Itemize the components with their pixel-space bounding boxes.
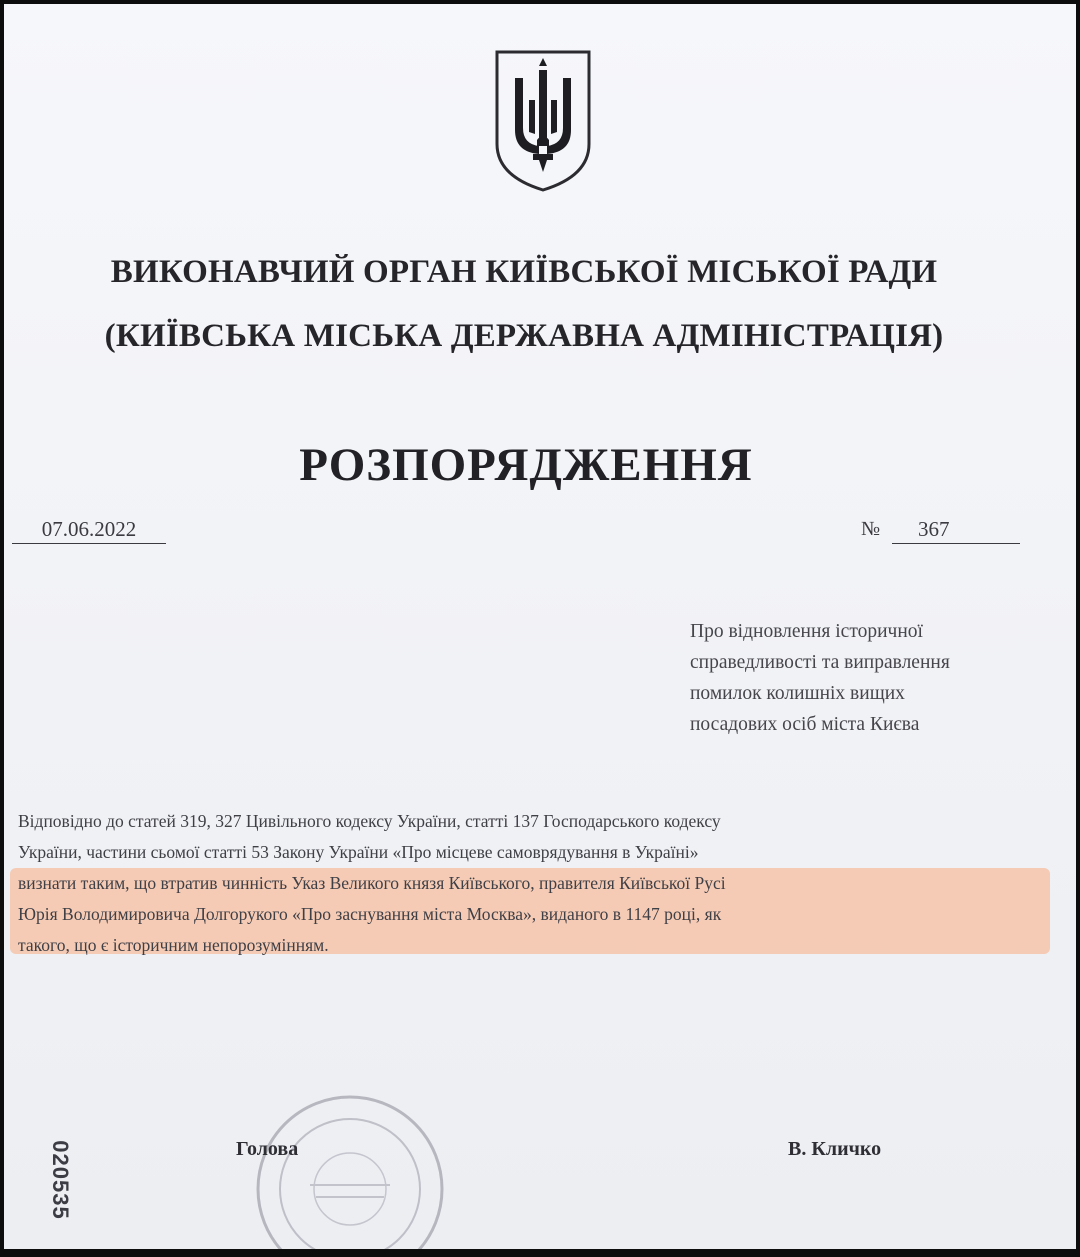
subject-line: справедливості та виправлення bbox=[690, 652, 950, 673]
body-line: України, частини сьомої статті 53 Закону України «Про місцеве самоврядування в Україні» bbox=[18, 842, 699, 862]
body-line: визнати таким, що втратив чинність Указ Великого князя Київського, правителя Київської Русі bbox=[18, 873, 726, 893]
document-body bbox=[18, 806, 1038, 961]
form-serial-number: 020535 bbox=[48, 1140, 73, 1220]
signatory-name: В. Кличко bbox=[788, 1138, 882, 1160]
signatory-title: Голова bbox=[236, 1138, 299, 1160]
trident-coat-of-arms-icon bbox=[493, 48, 593, 194]
document-number-label: № bbox=[861, 518, 881, 540]
document-title: РОЗПОРЯДЖЕННЯ bbox=[299, 439, 753, 491]
document-subject bbox=[690, 616, 1040, 740]
organization-name-line-2: (КИЇВСЬКА МІСЬКА ДЕРЖАВНА АДМІНІСТРАЦІЯ) bbox=[104, 318, 944, 354]
document-number: 367 bbox=[892, 517, 1020, 544]
body-line: Відповідно до статей 319, 327 Цивільного кодексу України, статті 137 Господарського кодексу bbox=[18, 811, 721, 831]
subject-line: Про відновлення історичної bbox=[690, 621, 923, 642]
organization-name-line-1: ВИКОНАВЧИЙ ОРГАН КИЇВСЬКОЇ МІСЬКОЇ РАДИ bbox=[110, 254, 938, 290]
body-line: Юрія Володимировича Долгорукого «Про заснування міста Москва», виданого в 1147 році, як bbox=[18, 904, 722, 924]
document-date: 07.06.2022 bbox=[12, 517, 166, 544]
document-page bbox=[4, 4, 1076, 1249]
subject-line: посадових осіб міста Києва bbox=[690, 714, 920, 735]
subject-line: помилок колишніх вищих bbox=[690, 683, 905, 704]
seal-stamp-icon bbox=[250, 1089, 450, 1249]
body-line: такого, що є історичним непорозумінням. bbox=[18, 935, 329, 955]
